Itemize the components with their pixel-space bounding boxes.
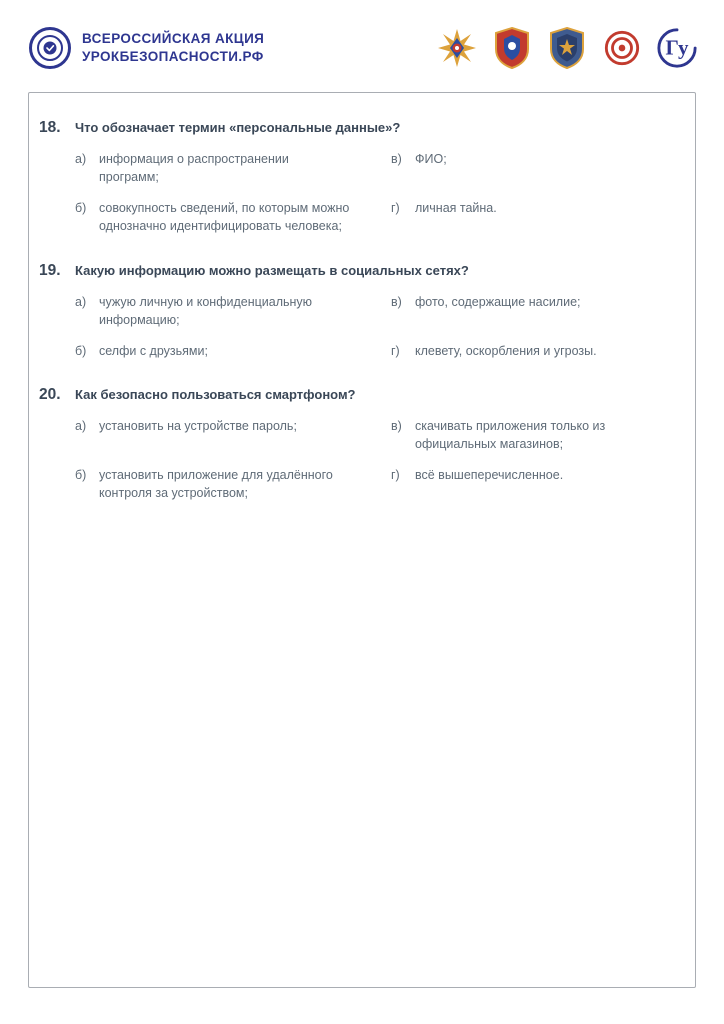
option-text: ФИО;: [415, 152, 447, 166]
mchs-star-emblem-icon: [436, 26, 478, 70]
option-text: скачивать приложения только из официальных магазинов;: [415, 418, 606, 451]
question-text: Что обозначает термин «персональные данные»?: [75, 120, 401, 135]
question-text: Какую информацию можно размещать в социальных сетях?: [75, 262, 469, 278]
option-letter: в): [391, 418, 402, 433]
option-text: всё вышеперечисленное.: [415, 468, 564, 483]
question-options: [75, 293, 673, 360]
target-emblem-icon: [601, 26, 643, 70]
option-letter: г): [391, 468, 400, 483]
option-letter: б): [75, 343, 87, 358]
option-b: [75, 466, 357, 502]
option-text: чужую личную и конфиденциальную информацию;: [99, 294, 313, 327]
option-b: [75, 342, 357, 360]
ru-monogram-text: Гу: [665, 35, 689, 60]
question-number: 18.: [39, 119, 61, 136]
question-text: Как безопасно пользоваться смартфоном?: [75, 386, 356, 402]
question-number: 19.: [39, 261, 61, 279]
question-number: 20.: [39, 385, 61, 403]
option-text: установить приложение для удалённого контроля за устройством;: [99, 468, 333, 501]
option-text: совокупность сведений, по которым можно однозначно идентифицировать человека;: [99, 201, 350, 234]
option-letter: а): [75, 294, 87, 309]
question-head: [39, 262, 673, 280]
question-head: [39, 119, 673, 137]
question-20: [39, 386, 673, 503]
option-text: личная тайна.: [415, 201, 497, 216]
option-letter: а): [75, 152, 87, 166]
page-header: [28, 22, 698, 74]
option-letter: а): [75, 418, 87, 433]
brand-line1: ВСЕРОССИЙСКАЯ АКЦИЯ: [82, 31, 265, 47]
option-letter: в): [391, 294, 402, 309]
option-text: информация о распространении программ;: [99, 152, 289, 185]
option-a: [75, 150, 357, 186]
option-text: фото, содержащие насилие;: [415, 294, 581, 309]
brand-line2: УРОКБЕЗОПАСНОСТИ.РФ: [82, 49, 264, 64]
question-18: [39, 119, 673, 236]
option-letter: г): [391, 201, 400, 216]
option-a: [75, 293, 357, 329]
red-shield-emblem-icon: [491, 26, 533, 70]
question-head: [39, 386, 673, 404]
option-text: клевету, оскорбления и угрозы.: [415, 343, 597, 358]
fsb-shield-emblem-icon: [546, 26, 588, 70]
option-g: [391, 466, 673, 502]
ru-monogram-emblem-icon: [656, 26, 698, 70]
question-19: [39, 262, 673, 360]
option-text: установить на устройстве пароль;: [99, 418, 297, 433]
brand-text: [82, 30, 264, 65]
option-letter: г): [391, 343, 400, 358]
option-letter: б): [75, 201, 87, 216]
option-a: [75, 417, 357, 453]
option-v: [391, 150, 673, 186]
option-b: [75, 199, 357, 235]
brand: [28, 26, 264, 70]
option-text: селфи с друзьями;: [99, 343, 208, 358]
option-v: [391, 417, 673, 453]
option-g: [391, 342, 673, 360]
question-options: [75, 150, 673, 236]
partner-emblems: [436, 26, 698, 70]
option-letter: б): [75, 468, 87, 483]
option-letter: в): [391, 152, 402, 166]
quiz-content-box: [28, 92, 696, 988]
option-v: [391, 293, 673, 329]
question-options: [75, 417, 673, 503]
option-g: [391, 199, 673, 235]
brand-logo-icon: [28, 26, 72, 70]
